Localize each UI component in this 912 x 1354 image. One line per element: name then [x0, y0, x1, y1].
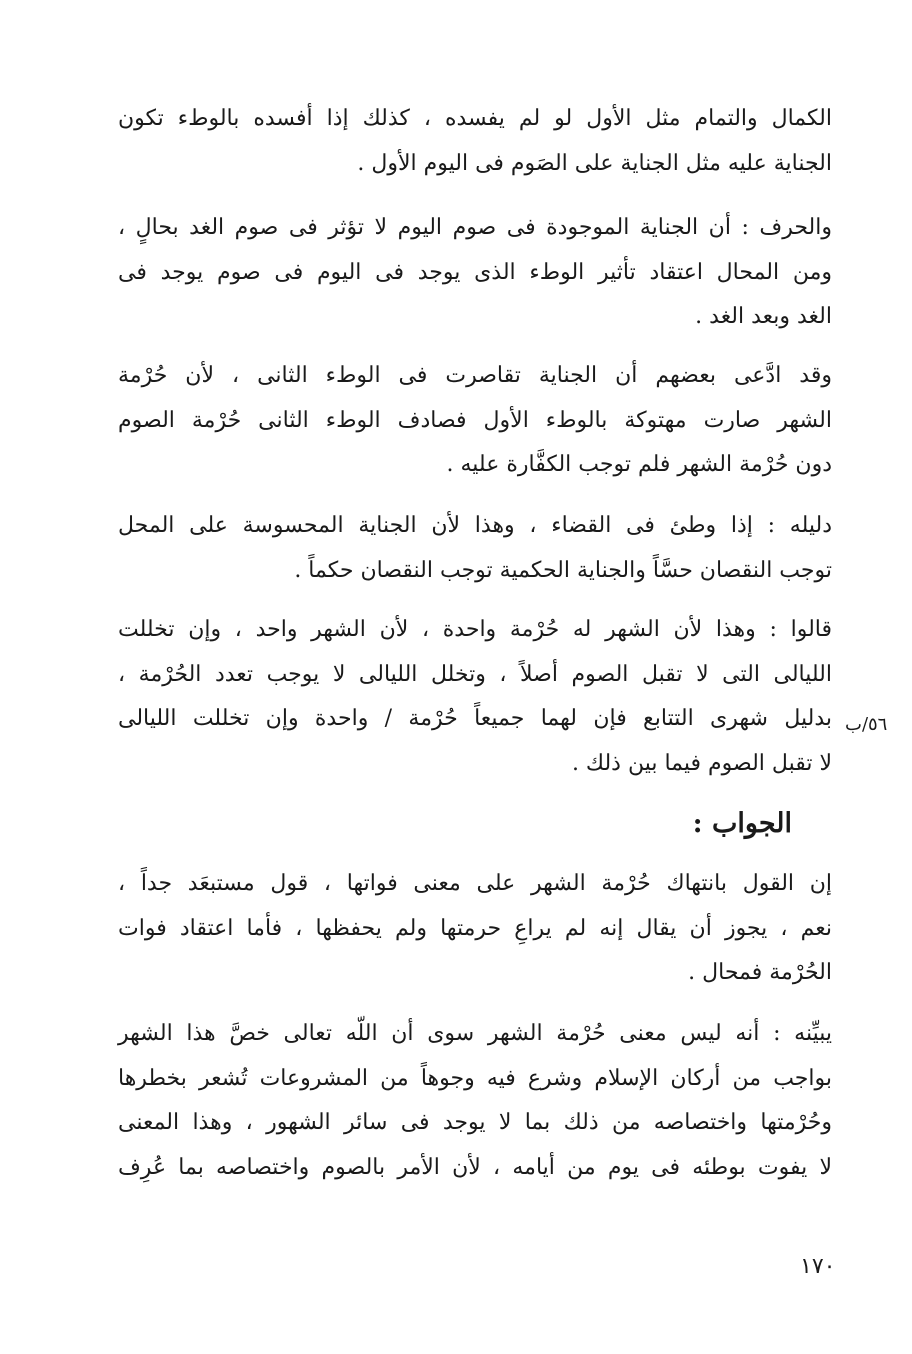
text-line: لا يفوت بوطئه فى يوم من أيامه ، لأن الأمر بالصوم واختصاصه بما عُرِف: [118, 1154, 832, 1180]
paragraph-7: [118, 1012, 832, 1190]
text-line: بواجب من أركان الإسلام وشرع فيه وجوهاً من المشروعات تُشعر بخطرها: [118, 1065, 832, 1091]
folio-margin-note: ٥٦/ب: [845, 714, 888, 735]
section-heading: الجواب :: [692, 808, 792, 839]
text-line: والحرف : أن الجناية الموجودة فى صوم اليوم لا تؤثر فى صوم الغد بحالٍ ،: [118, 215, 832, 240]
paragraph-1: [118, 97, 832, 186]
text-line: توجب النقصان حسَّاً والجناية الحكمية توجب النقصان حكماً .: [294, 557, 832, 583]
text-line: الشهر صارت مهتوكة بالوطء الأول فصادف الوطء الثانى حُرْمة الصوم: [118, 407, 832, 433]
text-line: لا تقبل الصوم فيما بين ذلك .: [571, 750, 832, 776]
text-line: الغد وبعد الغد .: [695, 304, 832, 329]
page-number: ١٧٠: [800, 1254, 836, 1279]
text-line: يبيِّنه : أنه ليس معنى حُرْمة الشهر سوى أن اللّه تعالى خصَّ هذا الشهر: [118, 1021, 832, 1046]
paragraph-4: [118, 504, 832, 593]
text-line: الكمال والتمام مثل الأول لو لم يفسده ، كذلك إذا أفسده بالوطء تكون: [118, 106, 832, 131]
text-line: الليالى التى لا تقبل الصوم أصلاً ، وتخلل الليالى لا يوجب تعدد الحُرْمة ،: [118, 661, 832, 687]
paragraph-6: [118, 862, 832, 996]
text-line: دليله : إذا وطئ فى القضاء ، وهذا لأن الجناية المحسوسة على المحل: [118, 513, 832, 538]
paragraph-5: [118, 608, 832, 786]
text-line: نعم ، يجوز أن يقال إنه لم يراعِ حرمتها ولم يحفظها ، فأما اعتقاد فوات: [118, 915, 832, 941]
text-line: وحُرْمتها واختصاصه من ذلك بما لا يوجد فى سائر الشهور ، وهذا المعنى: [118, 1110, 832, 1135]
paragraph-2: [118, 206, 832, 340]
text-line: إن القول بانتهاك حُرْمة الشهر على معنى فواتها ، قول مستبعَد جداً ،: [118, 871, 832, 896]
text-line: ومن المحال اعتقاد تأثير الوطء الذى يوجد فى اليوم فى صوم يوجد فى: [118, 259, 832, 285]
paragraph-3: [118, 354, 832, 488]
text-line: دون حُرْمة الشهر فلم توجب الكفَّارة عليه .: [446, 452, 832, 477]
text-line: بدليل شهرى التتابع فإن لهما جميعاً حُرْمة / واحدة وإن تخللت الليالى: [118, 706, 832, 731]
text-line: وقد ادَّعى بعضهم أن الجناية تقاصرت فى الوطء الثانى ، لأن حُرْمة: [118, 363, 832, 388]
text-line: قالوا : وهذا لأن الشهر له حُرْمة واحدة ، لأن الشهر واحد ، وإن تخللت: [118, 617, 832, 642]
text-line: الجناية عليه مثل الجناية على الصَوم فى اليوم الأول .: [357, 150, 832, 176]
text-line: الحُرْمة فمحال .: [688, 960, 832, 985]
